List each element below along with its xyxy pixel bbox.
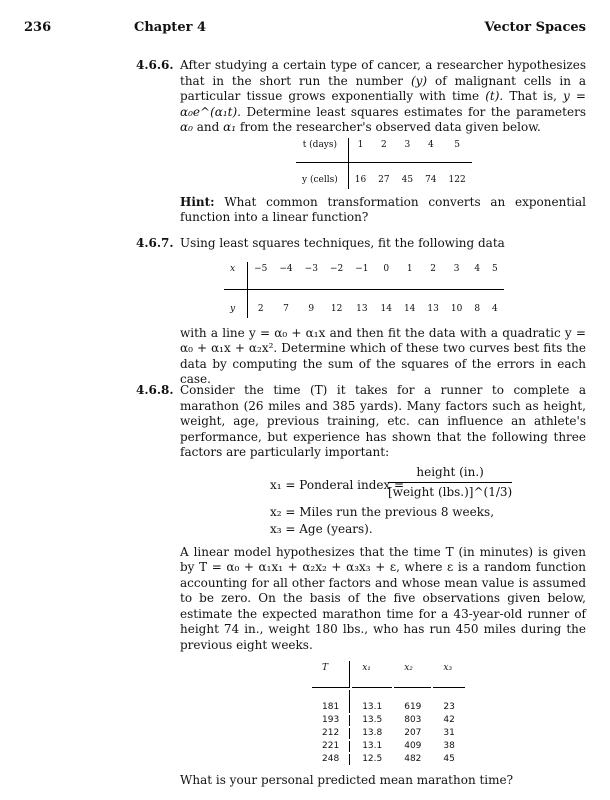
- closing-question: What is your personal predicted mean marathon time?: [180, 772, 514, 787]
- x1-definition: x₁ = Ponderal index =: [270, 477, 405, 492]
- problem-4-6-8: [136, 383, 586, 788]
- problem-text: Consider the time (T) it takes for a runner to complete a marathon (26 miles and 385 yards). Many factors such as height, weight, age, previous training, etc. can influence an athlete's performance, but experience has shown that the following three factors are particularly important:: [180, 383, 586, 459]
- problem-number: 4.6.6.: [136, 58, 174, 72]
- model-equation: y = α₀e^(α₁t).: [180, 89, 586, 119]
- chapter-title: Chapter 4: [134, 20, 207, 35]
- table-row: 212 13.8 207 31: [312, 728, 465, 739]
- ponderal-fraction: height (in.) [weight (lbs.)]^(1/3): [388, 464, 513, 499]
- problem-intro: Using least squares techniques, fit the following data: [180, 236, 505, 250]
- x2-definition: x₂ = Miles run the previous 8 weeks,: [270, 504, 495, 519]
- model-text: A linear model hypothesizes that the time T (in minutes) is given by T = α₀ + α₁x₁ + α₂x₂ + α₃x₃ + ε, where ε is a random function accounting for all other factors and whose mean value is assumed to be zero. On the basis of the five observations given below, estimate the expected marathon time for a 43-year-old runner of height 74 in., weight 180 lbs., who has run 450 miles during the previous eight weeks.: [180, 544, 586, 652]
- running-header: [24, 20, 586, 40]
- page-number: 236: [24, 20, 52, 35]
- xy-data-table: x −5 −4 −3 −2 −1 0 1 2 3 4 5 y 2 7 9 12 13 14 14 13 10 8 4: [224, 262, 504, 318]
- row-label: y (cells): [296, 163, 348, 189]
- table-row: 221 13.1 409 38: [312, 741, 465, 752]
- hint: Hint: What common transformation converts an exponential function into a linear function?: [180, 194, 586, 224]
- table-row: 193 13.5 803 42: [312, 715, 465, 726]
- section-title: Vector Spaces: [484, 20, 586, 35]
- problem-text: After studying a certain type of cancer, a researcher hypothesizes that in the short run the number (y) of malignant cells in a particular tissue grows exponentially with time (t). That is, y = α₀e^(α₁t). Determine least squares estimates for the parameters α₀ and α₁ from the researcher's observed data given below.: [180, 58, 586, 134]
- x3-definition: x₃ = Age (years).: [270, 521, 373, 536]
- table-row: 181 13.1 619 23: [312, 690, 465, 713]
- problem-4-6-7: [136, 236, 586, 388]
- problem-text: with a line y = α₀ + α₁x and then fit the data with a quadratic y = α₀ + α₁x + α₂x². Determine which of these two curves best fits the data by computing the sum of the squares of the errors in each case.: [180, 325, 586, 386]
- problem-number: 4.6.7.: [136, 236, 174, 250]
- problem-4-6-6: [136, 58, 586, 226]
- cells-data-table: t (days) 1 2 3 4 5 y (cells) 16 27 45 74 122: [296, 138, 472, 189]
- factor-definitions: [180, 465, 586, 539]
- row-label: t (days): [296, 138, 348, 163]
- table-row: 248 12.5 482 45: [312, 754, 465, 765]
- marathon-data-table: T x₁ x₂ x₃ 181 13.1 619 23 193 13.5 803 42 212 13.8 207 31 221 13.1 409 38 248 12.5 482 45: [310, 659, 467, 767]
- problem-number: 4.6.8.: [136, 383, 174, 397]
